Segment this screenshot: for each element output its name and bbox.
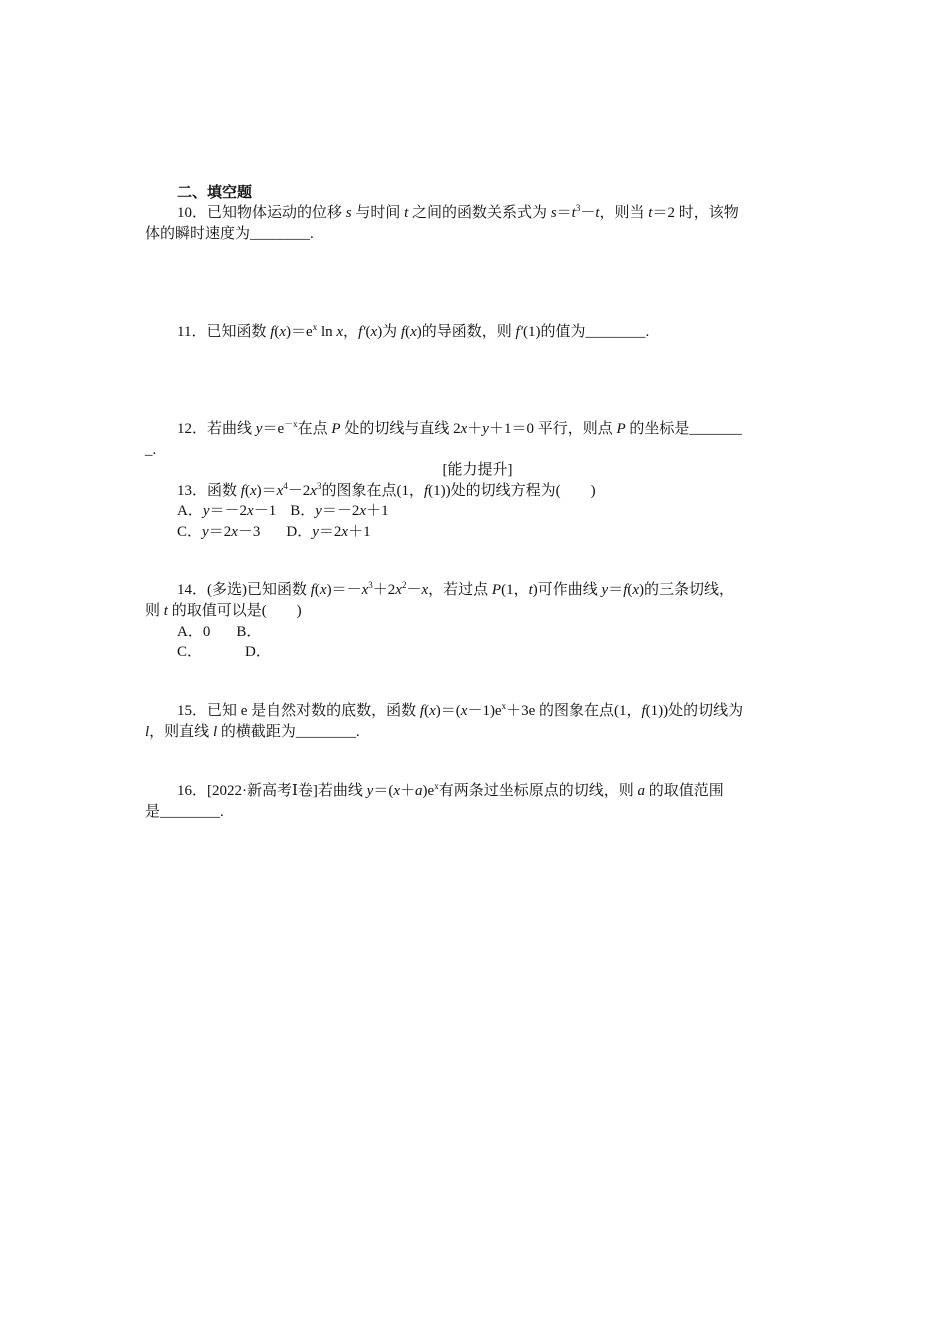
question-15-line-1: 15．已知 e 是自然对数的底数，函数 $f(x)=(x-1)e^x+3e$ 的图象在点(1，f(1))处的切线为 — [177, 701, 744, 719]
question-16-line-1: 16．[2022·新高考Ⅰ卷]若曲线 $y=(x+a)e^x$有两条过坐标原点的切线，则 a 的取值范围 — [177, 781, 724, 799]
option-c[interactable]: C．y＝2x－3 — [177, 524, 261, 540]
question-14-options-cd — [177, 642, 810, 662]
question-13: 13．函数 $f(x)=x^4-2x^3$的图象在点(1，f(1))处的切线方程为( ) — [177, 481, 596, 499]
question-16-line-2: 是________. — [145, 804, 224, 820]
option-d[interactable]: D．y＝2x＋1 — [286, 524, 371, 540]
question-11: 11．已知函数 $f(x)=e^x$ ln x，f′(x)为 f(x)的导函数，则 f′(1)的值为________. — [177, 322, 650, 340]
option-d[interactable]: D． — [245, 644, 271, 660]
option-a[interactable]: A．y＝－2x－1 — [177, 503, 277, 519]
option-c[interactable]: C． — [177, 644, 203, 660]
section-subtitle: [能力提升] — [442, 462, 513, 478]
question-15-line-2: l，则直线 l 的横截距为________. — [145, 724, 360, 740]
question-10-line-1: 10．已知物体运动的位移 s 与时间 t 之间的函数关系式为 $s=t^3-t$，则当 t＝2 时，该物 — [177, 203, 739, 221]
question-12-line-2: _. — [145, 442, 157, 458]
question-10-line-2: 体的瞬时速度为________. — [145, 226, 314, 242]
option-b[interactable]: B．y＝－2x＋1 — [290, 503, 389, 519]
question-14-line-1: 14．(多选)已知函数 $f(x)=-x^3+2x^2-x$，若过点 P(1，t)可作曲线 y＝f(x)的三条切线， — [177, 580, 735, 598]
option-b[interactable]: B． — [236, 624, 262, 640]
question-12-line-1: 12．若曲线 $y=e^{-x}$在点 P 处的切线与直线 2x＋y＋1＝0 平行，则点 P 的坐标是_______ — [177, 419, 742, 437]
question-13-options-ab — [177, 501, 810, 521]
section-title: 二、填空题 — [177, 185, 253, 201]
question-14-line-2: 则 t 的取值可以是( ) — [145, 603, 302, 619]
question-14-options-ab — [177, 622, 810, 642]
question-13-options-cd — [177, 522, 810, 542]
option-a[interactable]: A．0 — [177, 624, 211, 640]
